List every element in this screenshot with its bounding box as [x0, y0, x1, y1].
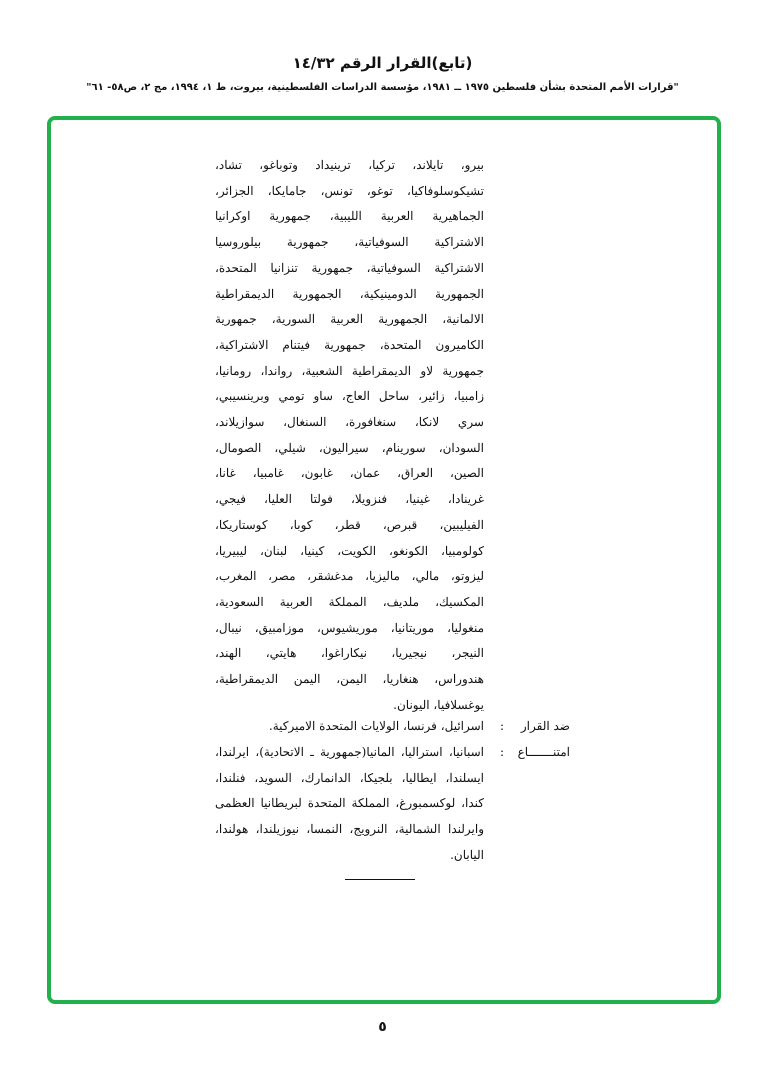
votes-for-line: الاشتراكية السوفياتية، جمهورية بيلوروسيا: [215, 235, 484, 250]
votes-for-line: سري لانكا، سنغافورة، السنغال، سوازيلاند،: [215, 415, 484, 430]
abstentions-line: اليابان.: [450, 847, 484, 862]
abstentions-line: اسبانيا، استراليا، المانيا(جمهورية ـ الاتحادية)، ايرلندا،: [215, 745, 484, 759]
closing-rule: [345, 879, 415, 880]
votes-against-label: ضد القرار: [520, 719, 570, 733]
votes-for-line: السودان، سورينام، سيراليون، شيلي، الصومال،: [215, 440, 484, 455]
votes-against-line: اسرائيل، فرنسا، الولايات المتحدة الاميركية.: [268, 719, 484, 733]
votes-against-list: [215, 714, 484, 740]
abstentions-label: امتنـــــــاع: [517, 745, 570, 759]
votes-for-line: جمهورية لاو الديمقراطية الشعبية، رواندا، رومانيا،: [215, 363, 484, 378]
page-number: ٥: [378, 1019, 387, 1035]
source-citation: "قرارات الأمم المتحدة بشأن فلسطين ١٩٧٥ ــ ١٩٨١، مؤسسة الدراسات الفلسطينية، بيروت، ط ١، ١٩٩٤، مج ٢، ص٥٨- ٦١": [86, 82, 679, 93]
abstentions-line: ايسلندا، ايطاليا، بلجيكا، الدانمارك، السويد، فنلندا،: [215, 770, 484, 785]
abstentions-row: [215, 740, 570, 870]
votes-for-line: النيجر، نيجيريا، نيكاراغوا، هايتي، الهند،: [215, 646, 484, 661]
votes-against-row: [215, 714, 570, 740]
abstentions-line: وايرلندا الشمالية، النرويج، النمسا، نيوزيلندا، هولندا،: [215, 822, 484, 837]
abstentions-line: كندا، لوكسمبورغ، المملكة المتحدة لبريطانيا العظمى: [215, 796, 484, 811]
abstentions-separator: :: [499, 745, 504, 759]
votes-for-line: غرينادا، غينيا، فنزويلا، فولتا العليا، فيجي،: [215, 492, 484, 507]
votes-for-line: ليزوتو، مالي، ماليزيا، مدغشقر، مصر، المغرب،: [215, 569, 484, 584]
votes-for-line: الجماهيرية العربية الليبية، جمهورية اوكرانيا: [215, 209, 484, 224]
votes-for-list: [215, 153, 484, 718]
votes-for-line: يوغسلافيا، اليونان.: [393, 697, 484, 712]
votes-for-line: منغوليا، موريتانيا، موريشيوس، موزامبيق، نيبال،: [215, 620, 484, 635]
votes-for-line: الالمانية، الجمهورية العربية السورية، جمهورية: [215, 312, 484, 327]
votes-against-separator: :: [499, 719, 504, 733]
votes-for-line: زامبيا، زائير، ساحل العاج، ساو تومي وبرينسيبي،: [215, 389, 484, 404]
votes-for-line: المكسيك، ملديف، المملكة العربية السعودية،: [215, 594, 484, 609]
votes-for-line: الفيليبين، قبرص، قطر، كوبا، كوستاريكا،: [215, 517, 484, 532]
page-title: (تابع)القرار الرقم ١٤/٣٢: [292, 54, 473, 72]
votes-for-line: تشيكوسلوفاكيا، توغو، تونس، جامايكا، الجزائر،: [215, 183, 484, 198]
votes-for-line: الجمهورية الدومينيكية، الجمهورية الديمقراطية: [215, 286, 484, 301]
votes-for-line: كولومبيا، الكونغو، الكويت، كينيا، لبنان، ليبيريا،: [215, 543, 484, 558]
abstentions-list: [215, 740, 484, 869]
votes-for-line: الصين، العراق، عمان، غابون، غامبيا، غانا،: [215, 466, 484, 481]
votes-for-line: الاشتراكية السوفياتية، جمهورية تنزانيا المتحدة،: [215, 260, 484, 275]
votes-for-line: بيرو، تايلاند، تركيا، ترينيداد وتوباغو، تشاد،: [215, 158, 484, 172]
votes-for-line: الكاميرون المتحدة، جمهورية فيتنام الاشتراكية،: [215, 337, 484, 352]
votes-for-line: هندوراس، هنغاريا، اليمن، اليمن الديمقراطية،: [215, 672, 484, 687]
